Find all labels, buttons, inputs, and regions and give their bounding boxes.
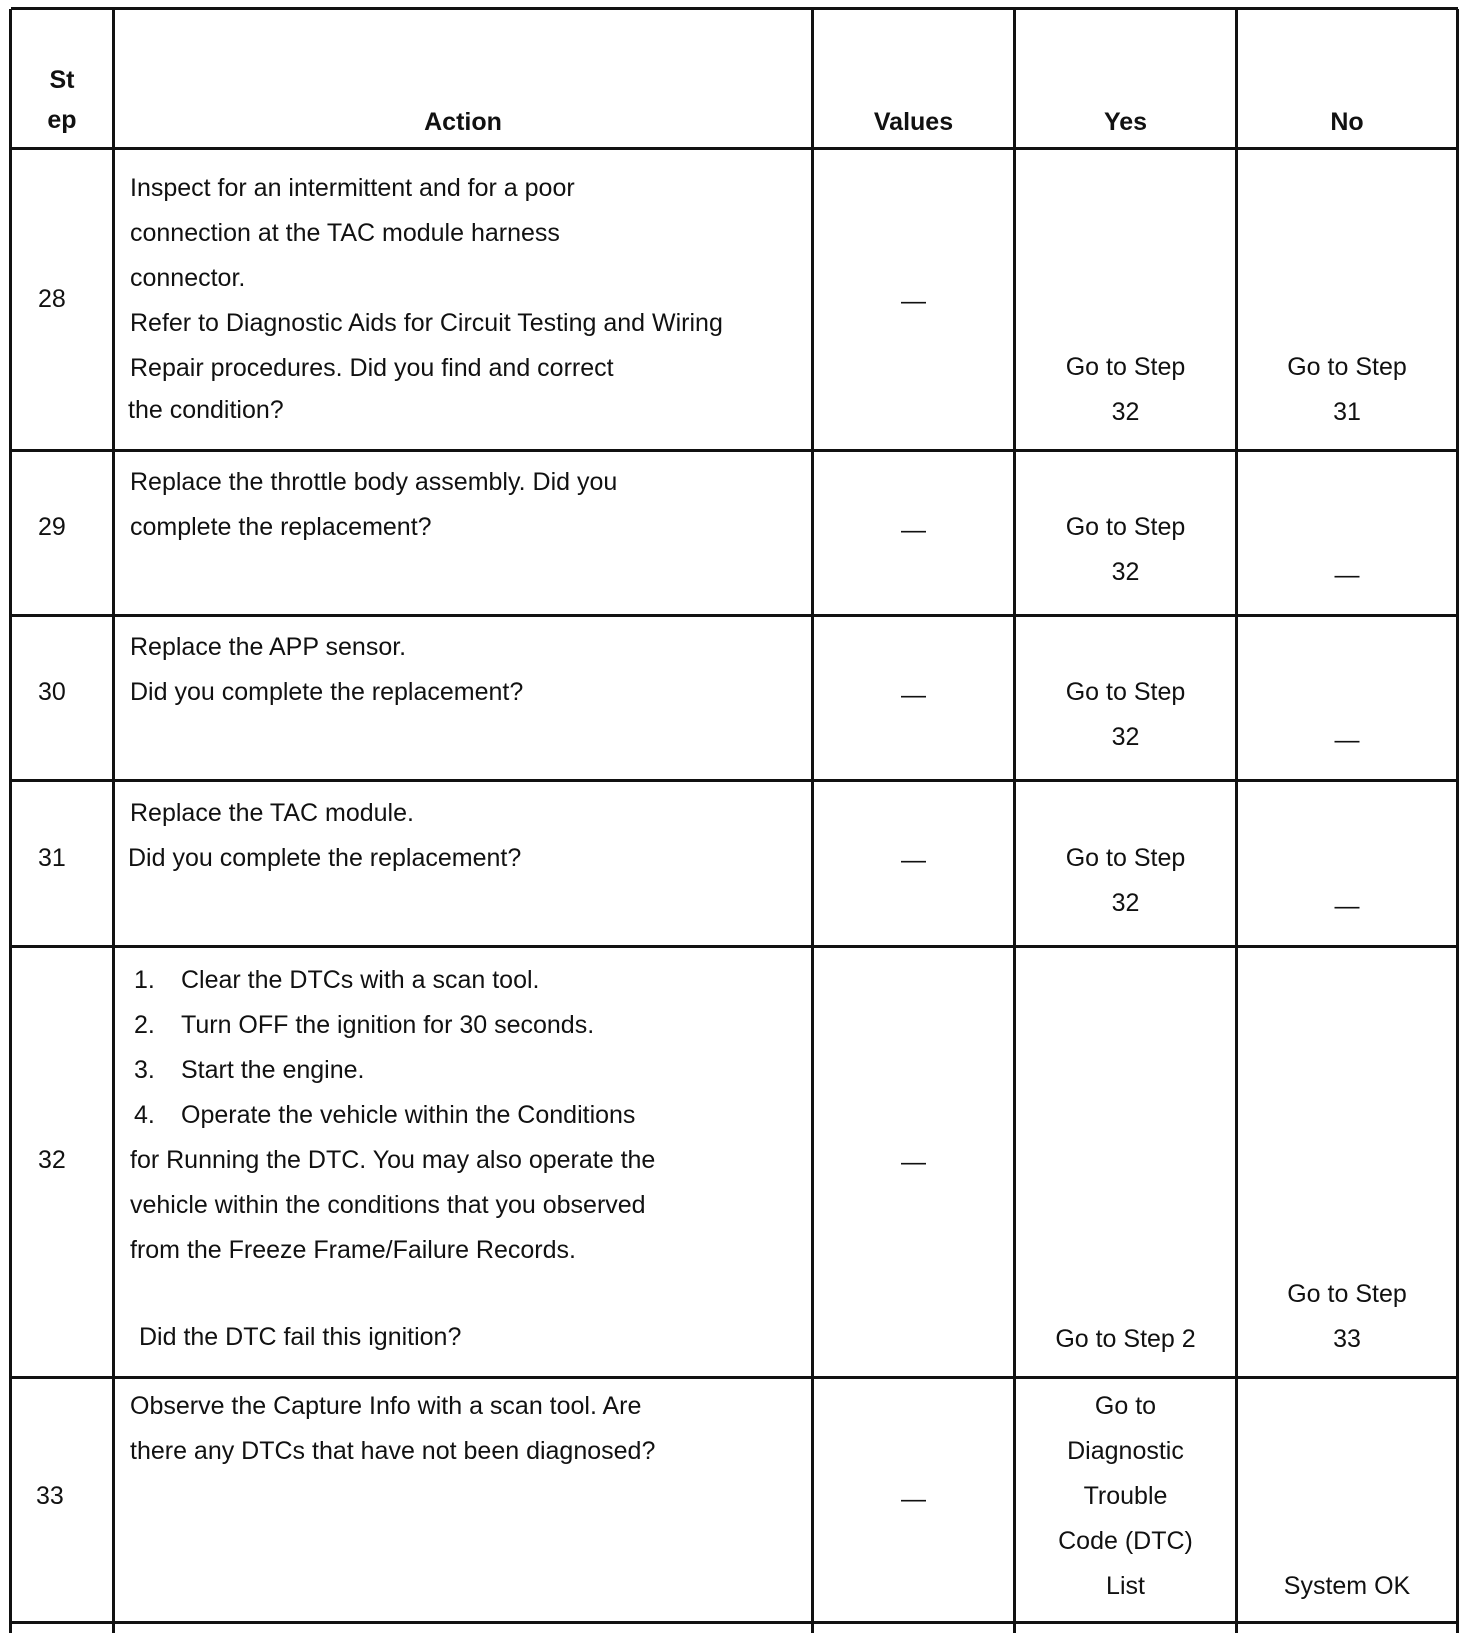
step-list-text: Start the engine. bbox=[181, 1056, 365, 1084]
row-divider bbox=[11, 1376, 1458, 1379]
yes-line: 32 bbox=[1111, 723, 1140, 751]
values-cell: — bbox=[901, 516, 926, 544]
yes-line: Trouble bbox=[1083, 1482, 1168, 1510]
action-line: Did you complete the replacement? bbox=[128, 844, 522, 872]
step-number: 31 bbox=[38, 844, 66, 872]
column-divider bbox=[811, 9, 814, 1633]
action-step bbox=[130, 1093, 810, 1138]
action-text bbox=[130, 166, 810, 429]
header-step-line1: St bbox=[49, 66, 75, 94]
step-number: 32 bbox=[38, 1146, 66, 1174]
action-step-list bbox=[130, 958, 810, 1138]
values-cell: — bbox=[901, 287, 926, 315]
values-cell: — bbox=[901, 681, 926, 709]
action-step bbox=[130, 1003, 810, 1048]
step-list-number: 2. bbox=[134, 1011, 155, 1039]
step-list-text: Turn OFF the ignition for 30 seconds. bbox=[181, 1011, 595, 1039]
yes-line: 32 bbox=[1111, 558, 1140, 586]
no-cell: — bbox=[1334, 892, 1360, 920]
table-border-right bbox=[1456, 9, 1459, 1633]
action-line: connection at the TAC module harness bbox=[130, 219, 560, 247]
yes-cell bbox=[1016, 1384, 1235, 1609]
column-divider bbox=[112, 9, 115, 1633]
yes-line: 32 bbox=[1111, 398, 1140, 426]
row-divider bbox=[11, 779, 1458, 782]
step-number: 29 bbox=[38, 513, 66, 541]
action-line: Refer to Diagnostic Aids for Circuit Testing and Wiring bbox=[130, 309, 723, 337]
column-divider bbox=[1235, 9, 1238, 1633]
action-text bbox=[130, 625, 810, 715]
step-number: 30 bbox=[38, 678, 66, 706]
no-cell bbox=[1238, 1272, 1456, 1362]
yes-line: Go to Step bbox=[1065, 513, 1186, 541]
action-line: for Running the DTC. You may also operate the bbox=[130, 1146, 656, 1174]
yes-line: Go to Step bbox=[1065, 678, 1186, 706]
table-border-top bbox=[11, 7, 1458, 10]
row-divider bbox=[11, 945, 1458, 948]
no-line: Go to Step bbox=[1287, 1280, 1407, 1308]
no-cell: — bbox=[1334, 561, 1360, 589]
header-values: Values bbox=[873, 108, 954, 136]
action-line: vehicle within the conditions that you observed bbox=[130, 1191, 646, 1219]
action-text bbox=[130, 1384, 810, 1474]
no-cell: System OK bbox=[1283, 1572, 1411, 1600]
action-line: from the Freeze Frame/Failure Records. bbox=[130, 1236, 576, 1264]
values-cell: — bbox=[901, 1148, 926, 1176]
no-line: 31 bbox=[1333, 398, 1361, 426]
row-divider bbox=[11, 449, 1458, 452]
no-line: 33 bbox=[1333, 1325, 1361, 1353]
action-text bbox=[130, 460, 810, 550]
header-step-line2: ep bbox=[47, 106, 77, 134]
yes-cell: Go to Step 2 bbox=[1055, 1325, 1196, 1353]
step-number: 28 bbox=[38, 285, 66, 313]
no-cell bbox=[1238, 345, 1456, 435]
step-list-number: 3. bbox=[134, 1056, 155, 1084]
values-cell: — bbox=[901, 846, 926, 874]
action-line: connector. bbox=[130, 264, 246, 292]
yes-line: Go to Step bbox=[1065, 353, 1186, 381]
action-question: Did the DTC fail this ignition? bbox=[139, 1323, 462, 1351]
action-step bbox=[130, 1048, 810, 1093]
yes-line: List bbox=[1106, 1572, 1145, 1600]
header-step bbox=[12, 60, 112, 140]
no-cell: — bbox=[1334, 726, 1360, 754]
step-list-number: 4. bbox=[134, 1101, 155, 1129]
yes-cell bbox=[1016, 505, 1235, 595]
yes-line: Go to bbox=[1094, 1392, 1157, 1420]
action-line: Repair procedures. Did you find and correct bbox=[130, 354, 614, 382]
yes-cell bbox=[1016, 345, 1235, 435]
action-line: Replace the TAC module. bbox=[130, 799, 414, 827]
yes-line: Diagnostic bbox=[1067, 1437, 1184, 1465]
step-list-text: Clear the DTCs with a scan tool. bbox=[181, 966, 540, 994]
action-text bbox=[128, 791, 808, 881]
values-cell: — bbox=[901, 1485, 926, 1513]
action-line: there any DTCs that have not been diagnosed? bbox=[130, 1437, 656, 1465]
yes-line: Code (DTC) bbox=[1058, 1527, 1193, 1555]
action-line: Replace the APP sensor. bbox=[130, 633, 407, 661]
row-divider bbox=[11, 147, 1458, 150]
no-line: Go to Step bbox=[1287, 353, 1407, 381]
row-divider bbox=[11, 614, 1458, 617]
action-line: Replace the throttle body assembly. Did you bbox=[130, 468, 618, 496]
header-action: Action bbox=[424, 108, 502, 136]
header-yes: Yes bbox=[1103, 108, 1148, 136]
yes-cell bbox=[1016, 836, 1235, 926]
step-number: 33 bbox=[36, 1482, 64, 1510]
action-line: the condition? bbox=[128, 396, 284, 424]
action-line: Observe the Capture Info with a scan tool. Are bbox=[130, 1392, 642, 1420]
step-list-text: Operate the vehicle within the Conditions bbox=[181, 1101, 636, 1129]
action-text bbox=[130, 958, 810, 1360]
action-step bbox=[130, 958, 810, 1003]
table-border-left bbox=[9, 9, 12, 1633]
action-line: Inspect for an intermittent and for a poor bbox=[130, 174, 575, 202]
yes-cell bbox=[1016, 670, 1235, 760]
action-line: complete the replacement? bbox=[130, 513, 432, 541]
step-list-number: 1. bbox=[134, 966, 155, 994]
yes-line: Go to Step bbox=[1065, 844, 1186, 872]
header-no: No bbox=[1330, 108, 1364, 136]
action-line: Did you complete the replacement? bbox=[130, 678, 524, 706]
yes-line: 32 bbox=[1111, 889, 1140, 917]
